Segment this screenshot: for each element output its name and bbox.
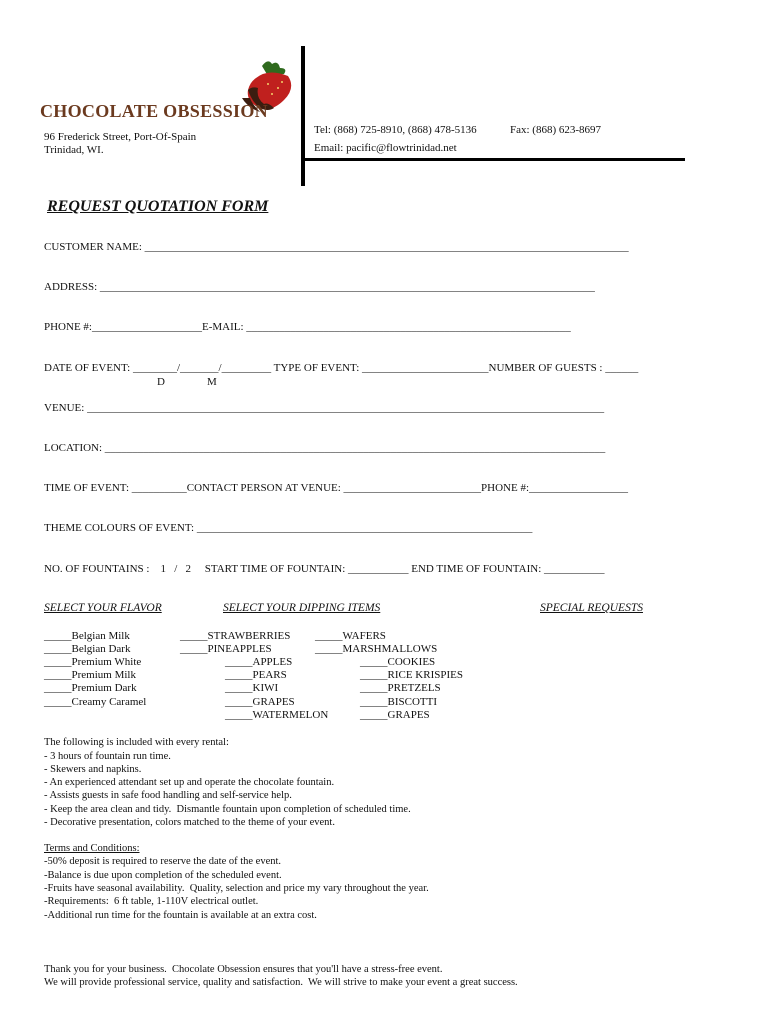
terms-item: -Requirements: 6 ft table, 1-110V electrical outlet.	[44, 896, 259, 907]
dipping-option[interactable]: _____WATERMELON	[225, 709, 329, 721]
date-type-guests-field[interactable]: DATE OF EVENT: ________/_______/_________ TYPE OF EVENT: _______________________NUMBER OF GUESTS : ______	[44, 362, 639, 374]
dipping-option[interactable]: _____KIWI	[225, 682, 279, 694]
dipping-option[interactable]: _____PINEAPPLES	[180, 643, 272, 655]
fax-number: Fax: (868) 623-8697	[510, 124, 602, 136]
terms-heading: Terms and Conditions:	[44, 843, 140, 854]
header-horizontal-divider	[303, 158, 685, 161]
dipping-option[interactable]: _____GRAPES	[360, 709, 430, 721]
flavor-option[interactable]: _____Creamy Caramel	[44, 696, 147, 708]
flavor-option[interactable]: _____Premium White	[44, 656, 142, 668]
dipping-header: SELECT YOUR DIPPING ITEMS	[223, 602, 381, 614]
special-requests-header: SPECIAL REQUESTS	[540, 602, 643, 614]
fountains-field[interactable]: NO. OF FOUNTAINS : 1 / 2 START TIME OF FOUNTAIN: ___________ END TIME OF FOUNTAIN: ___________	[44, 563, 605, 575]
terms-item: -Balance is due upon completion of the scheduled event.	[44, 870, 282, 881]
address-line-1: 96 Frederick Street, Port-Of-Spain	[44, 131, 197, 143]
included-item: - An experienced attendant set up and operate the chocolate fountain.	[44, 777, 335, 788]
terms-item: -Fruits have seasonal availability. Quality, selection and price my vary throughout the year.	[44, 883, 429, 894]
time-contact-phone-field[interactable]: TIME OF EVENT: __________CONTACT PERSON AT VENUE: _________________________PHONE #:__________________	[44, 482, 629, 494]
flavor-option[interactable]: _____Premium Dark	[44, 682, 137, 694]
phone-email-field[interactable]: PHONE #:____________________E-MAIL: ___________________________________________________________	[44, 321, 571, 333]
tel-numbers: Tel: (868) 725-8910, (868) 478-5136	[314, 124, 477, 136]
closing-line-1: Thank you for your business. Chocolate Obsession ensures that you'll have a stress-free event.	[44, 964, 443, 975]
dipping-option[interactable]: _____WAFERS	[315, 630, 386, 642]
terms-item: -50% deposit is required to reserve the date of the event.	[44, 856, 282, 867]
dipping-option[interactable]: _____APPLES	[225, 656, 293, 668]
included-intro: The following is included with every rental:	[44, 737, 229, 748]
dipping-option[interactable]: _____PRETZELS	[360, 682, 441, 694]
terms-item: -Additional run time for the fountain is available at an extra cost.	[44, 910, 317, 921]
flavor-option[interactable]: _____Belgian Milk	[44, 630, 130, 642]
dipping-option[interactable]: _____GRAPES	[225, 696, 295, 708]
brand-name: CHOCOLATE OBSESSION	[40, 101, 268, 121]
date-day-label: D	[157, 376, 165, 388]
dipping-option[interactable]: _____STRAWBERRIES	[180, 630, 291, 642]
flavor-option[interactable]: _____Premium Milk	[44, 669, 136, 681]
logo-strawberry	[230, 40, 290, 98]
included-item: - Assists guests in safe food handling and self-service help.	[44, 790, 292, 801]
dipping-option[interactable]: _____BISCOTTI	[360, 696, 437, 708]
flavor-option[interactable]: _____Belgian Dark	[44, 643, 131, 655]
date-month-label: M	[207, 376, 217, 388]
venue-field[interactable]: VENUE: ______________________________________________________________________________________________	[44, 402, 605, 414]
included-item: - Skewers and napkins.	[44, 764, 142, 775]
theme-colours-field[interactable]: THEME COLOURS OF EVENT: _____________________________________________________________	[44, 522, 533, 534]
address-field[interactable]: ADDRESS: __________________________________________________________________________________________	[44, 281, 595, 293]
form-title: REQUEST QUOTATION FORM	[47, 198, 269, 215]
dipping-option[interactable]: _____RICE KRISPIES	[360, 669, 463, 681]
address-line-2: Trinidad, WI.	[44, 144, 104, 156]
header-vertical-divider	[301, 46, 305, 186]
dipping-option[interactable]: _____PEARS	[225, 669, 287, 681]
customer-name-field[interactable]: CUSTOMER NAME: ________________________________________________________________________________________	[44, 241, 629, 253]
dipping-option[interactable]: _____COOKIES	[360, 656, 436, 668]
email-address: Email: pacific@flowtrinidad.net	[314, 142, 457, 154]
included-item: - 3 hours of fountain run time.	[44, 751, 171, 762]
closing-line-2: We will provide professional service, quality and satisfaction. We will strive to make your event a great success.	[44, 977, 518, 988]
location-field[interactable]: LOCATION: ___________________________________________________________________________________________	[44, 442, 606, 454]
dipping-option[interactable]: _____MARSHMALLOWS	[315, 643, 438, 655]
included-item: - Keep the area clean and tidy. Dismantle fountain upon completion of scheduled time.	[44, 804, 411, 815]
flavor-header: SELECT YOUR FLAVOR	[44, 602, 162, 614]
included-item: - Decorative presentation, colors matched to the theme of your event.	[44, 817, 335, 828]
